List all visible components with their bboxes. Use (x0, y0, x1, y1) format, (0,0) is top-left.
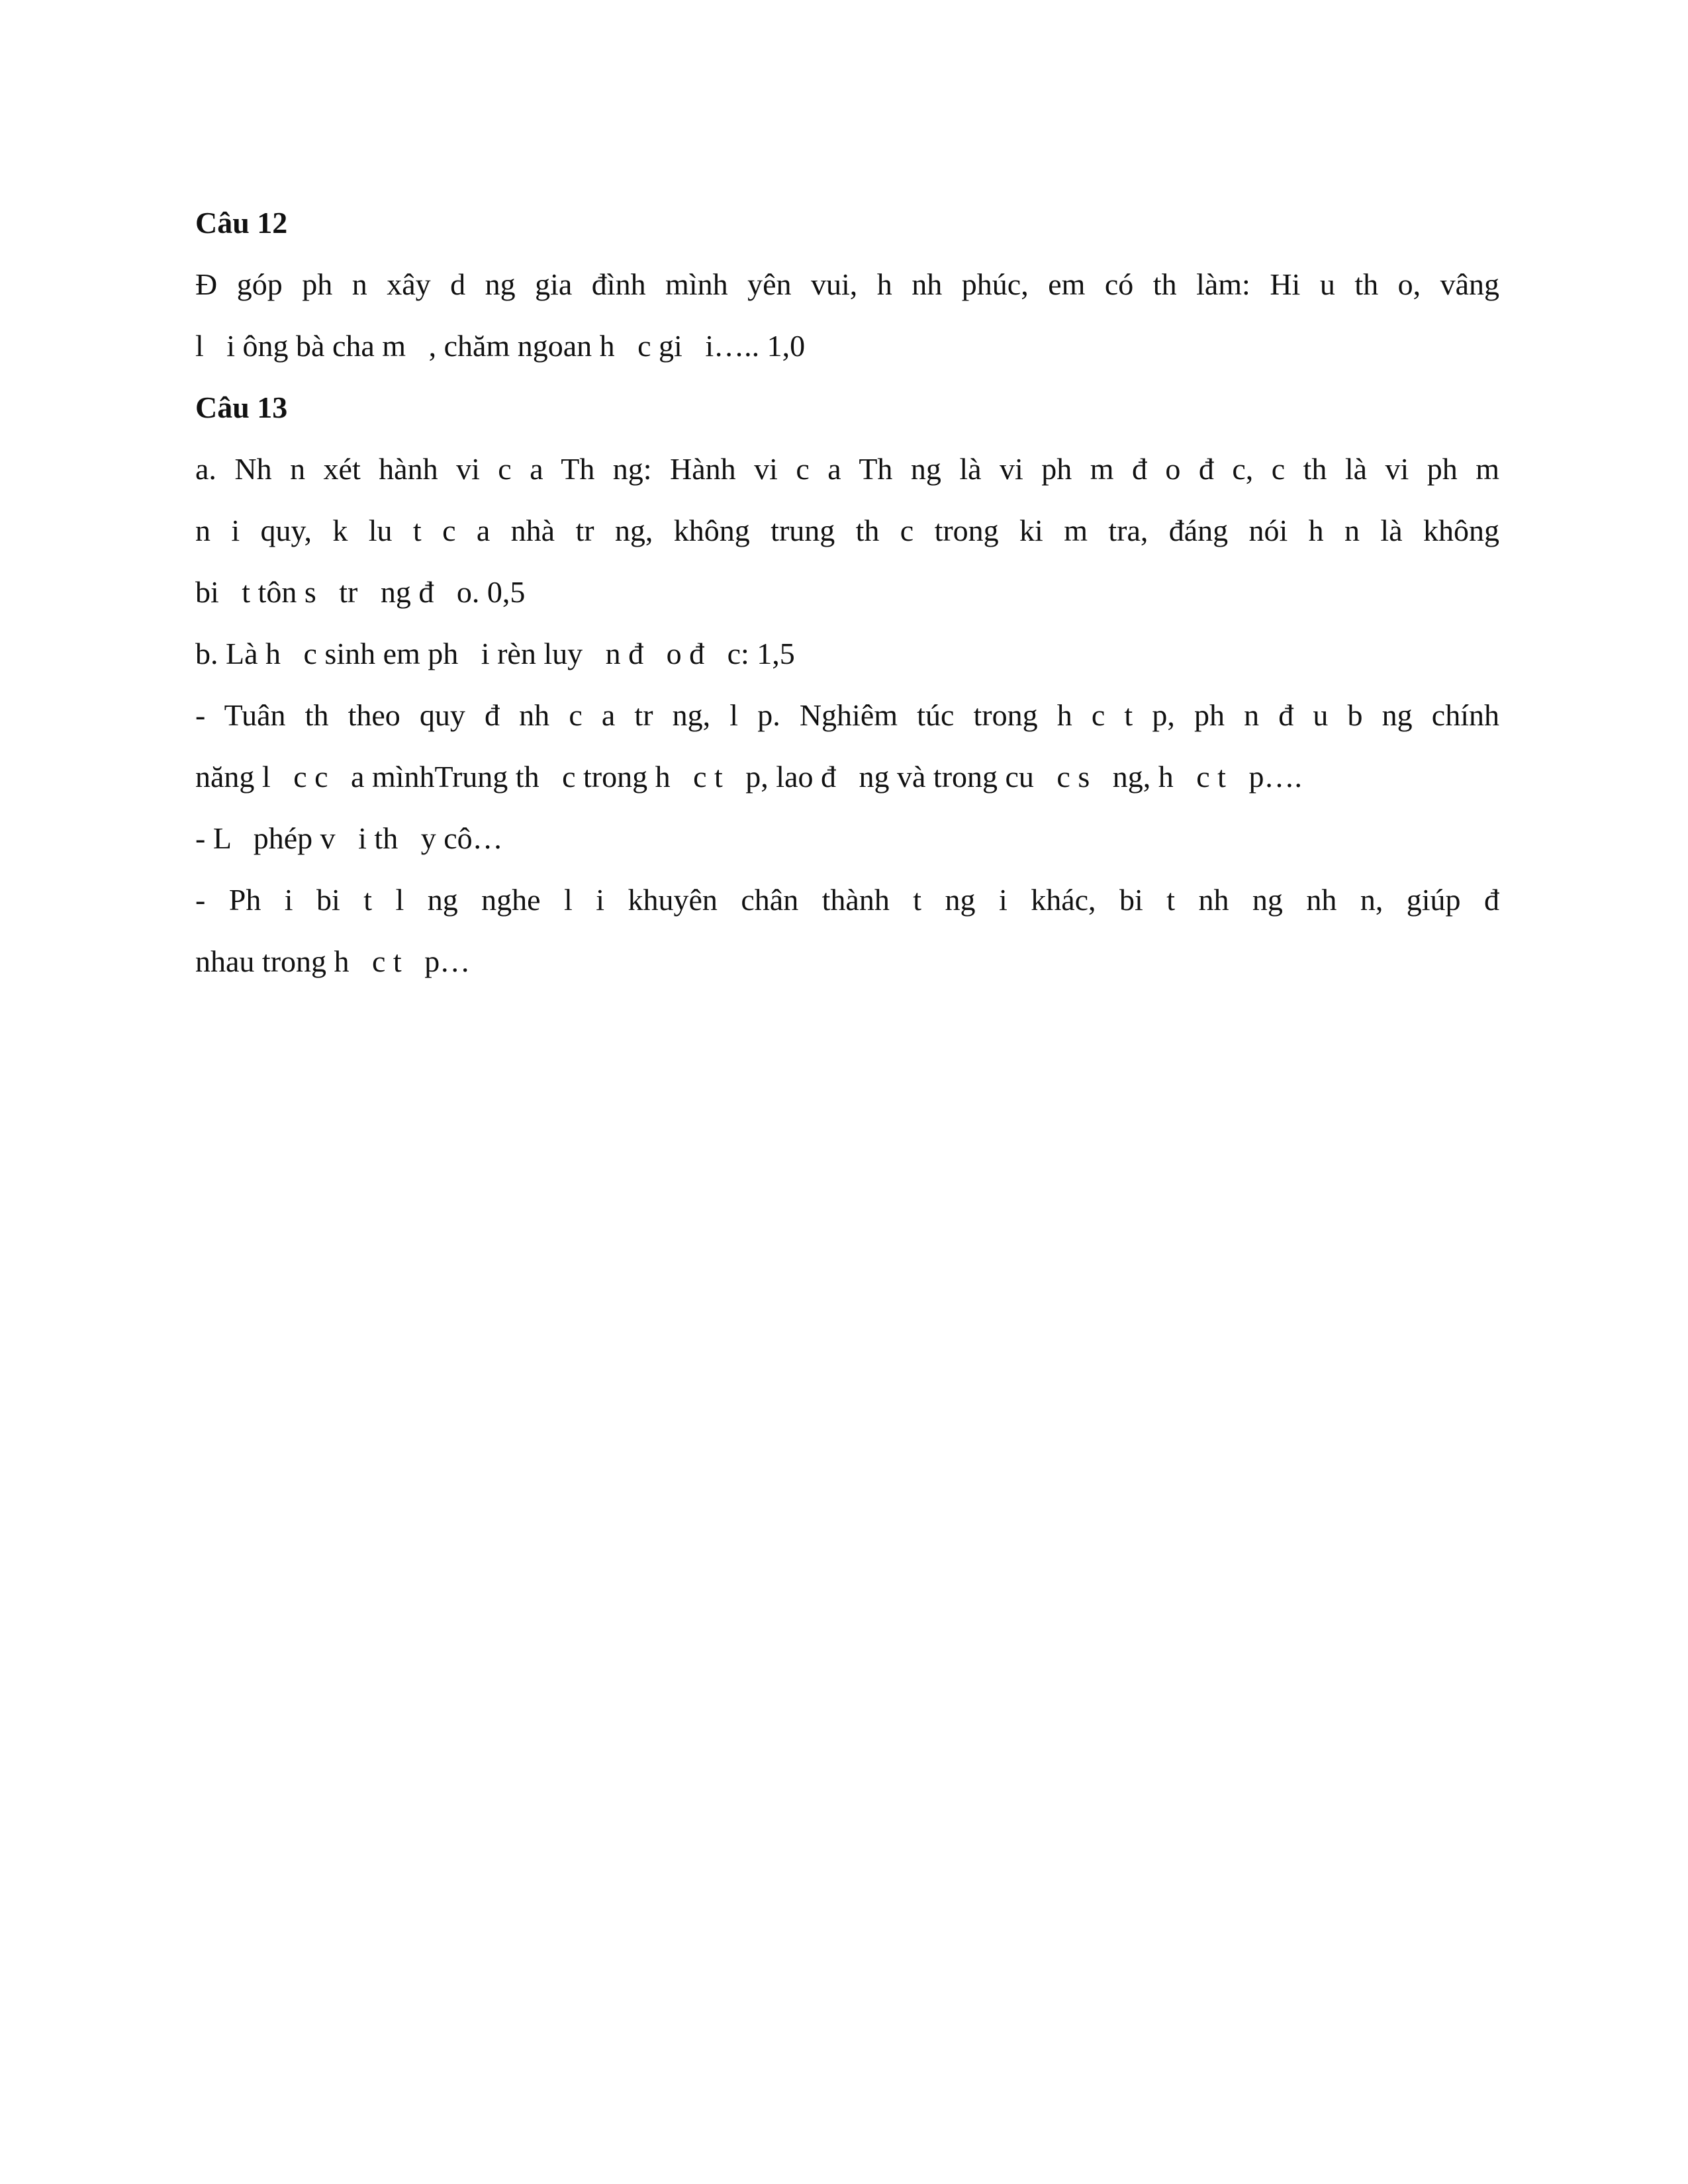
q13-line-2: n i quy, k lu t c a nhà tr ng, không trung th c trong ki m tra, đáng nói h n là không (195, 514, 1499, 547)
q13-line-7: - L phép v i th y cô… (195, 821, 503, 855)
q13-line-8: - Ph i bi t l ng nghe l i khuyên chân thành t ng i khác, bi t nh ng nh n, giúp đ (195, 883, 1499, 917)
q12-line-1: Đ góp ph n xây d ng gia đình mình yên vui, h nh phúc, em có th làm: Hi u th o, vâng (195, 267, 1499, 301)
q13-line-1: a. Nh n xét hành vi c a Th ng: Hành vi c a Th ng là vi ph m đ o đ c, c th là vi ph m (195, 452, 1499, 486)
q13-line-5: - Tuân th theo quy đ nh c a tr ng, l p. Nghiêm túc trong h c t p, ph n đ u b ng chính (195, 698, 1499, 732)
q12-heading: Câu 12 (195, 206, 288, 240)
q12-line-2: l i ông bà cha m , chăm ngoan h c gi i….. 1,0 (195, 329, 806, 363)
q13-line-4: b. Là h c sinh em ph i rèn luy n đ o đ c: 1,5 (195, 637, 795, 670)
q13-line-3: bi t tôn s tr ng đ o. 0,5 (195, 575, 526, 609)
q13-line-9: nhau trong h c t p… (195, 944, 471, 978)
document-page (195, 192, 1499, 992)
q13-heading: Câu 13 (195, 390, 288, 424)
q13-line-6: năng l c c a mìnhTrung th c trong h c t p, lao đ ng và trong cu c s ng, h c t p…. (195, 760, 1302, 794)
